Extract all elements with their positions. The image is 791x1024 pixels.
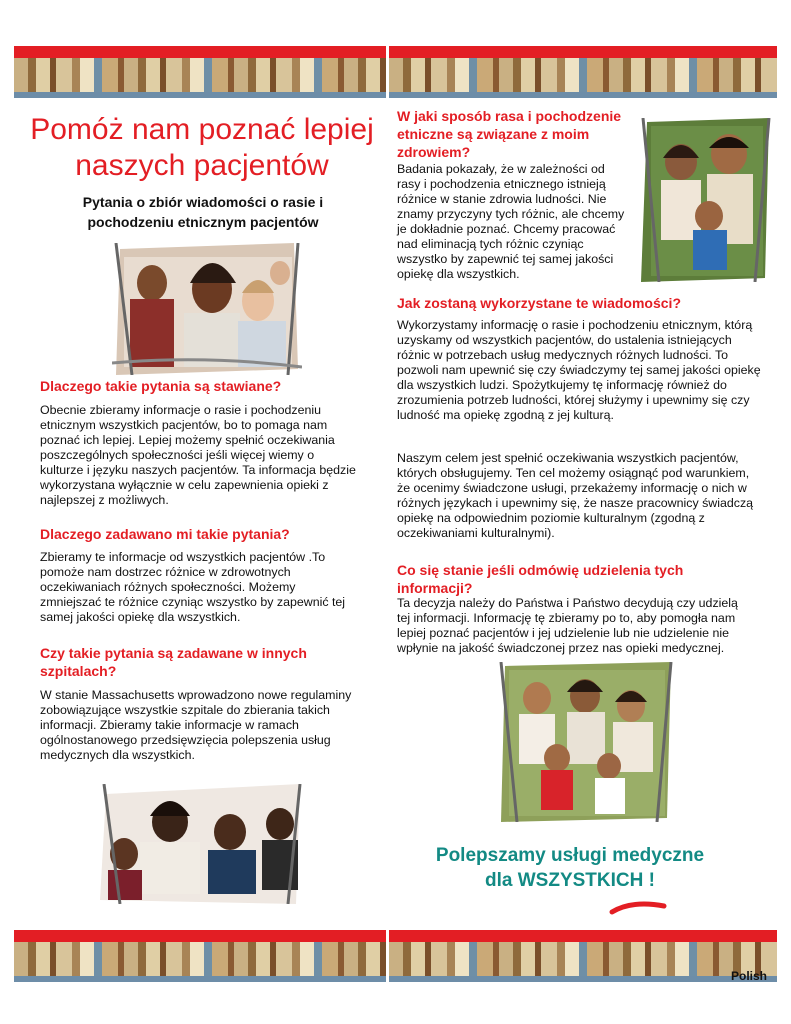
top-band-right: [389, 46, 777, 98]
bottom-band-left: [14, 930, 386, 982]
slogan: [410, 843, 730, 893]
section-body-why-me: Zbieramy te informacje od wszystkich pacjentów .To pomoże nam dostrzec różnice w zdrowotnych oczekiwaniach różnych społeczności. Możemy zmniejszać te różnice czyniąc wszystko by zapewnić tej samej jakości opiekę dla wszystkich.: [40, 550, 346, 624]
red-swoosh-decoration: [608, 898, 668, 918]
slogan-line-2: dla WSZYSTKICH !: [485, 870, 655, 891]
section-heading-why-asked: Dlaczego takie pytania są stawiane?: [40, 378, 282, 394]
section-heading-how-used: Jak zostaną wykorzystane te wiadomości?: [397, 295, 681, 311]
large-family-photo: [497, 662, 675, 822]
section-body-race-health: Badania pokazały, że w zależności od rasy i pochodzenia etnicznego istnieją różnice w stanie zdrowia ludności. Nie znamy przyczyny tych różnic, ale chcemy je dokładnie poznać. Chcemy pracować nad eliminacją tych różnic czyniąc wszystko by zapewnić tej samej jakości opiekę dla wszystkich.: [397, 162, 625, 281]
family-sofa-photo: [100, 784, 305, 904]
bottom-band-right: [389, 930, 777, 982]
page-subtitle: Pytania o zbiór wiadomości o rasie i pochodzeniu etnicznym pacjentów: [82, 194, 324, 230]
section-body-how-used-goal: Naszym celem jest spełnić oczekiwania wszystkich pacjentów, których obsługujemy. Ten cel możemy osiągnąć pod warunkiem, że ocenimy świadczone usługi, przekażemy informację o nich w różnych językach i upewnimy się, że nasze pracownicy świadczą opiekę na odpowiednim poziomie kulturalnym (zgodną z oczekiwaniami kulturalnymi).: [397, 451, 754, 540]
page-title: Pomóż nam poznać lepiej naszych pacjentów: [30, 113, 374, 182]
family-children-photo: [637, 118, 773, 282]
slogan-line-1: Polepszamy usługi medyczne: [435, 845, 705, 866]
section-heading-race-health: W jaki sposób rasa i pochodzenie etniczne są związane z moim zdrowiem?: [397, 108, 622, 160]
section-body-other-hospitals: W stanie Massachusetts wprowadzono nowe regulaminy zobowiązujące wszystkie szpitale do zbierania takich informacji. Zbieramy takie informacje w ramach ogólnostanowego przedsięwzięcia polepszenia usług medycznych dla wszystkich.: [40, 688, 352, 762]
section-body-refuse: Ta decyzja należy do Państwa i Państwo decydują czy udzielą tej informacji. Informację tę zbieramy po to, aby pomogła nam lepiej poznać pacjentów i jej udzielenie lub nie udzielenie nie wpłynie na jakość świadczonej przez nas opieki medycznej.: [397, 596, 738, 655]
group-adults-photo: [112, 243, 302, 375]
section-body-how-used: Wykorzystamy informację o rasie i pochodzeniu etnicznym, którą uzyskamy od wszystkich pacjentów, do ustalenia istniejących różnic w potrzebach usług medycznych różnych ludności. To pozwoli nam upewnić się czy świadczymy tej samej jakości opiekę dla wszystkich ludzi. Spożytkujemy tę informację również do zrozumienia potrzeb ludności, której służymy i upewnimy się czy ludność ma opiekę zgodną z jej kulturą.: [397, 318, 761, 422]
section-body-why-asked: Obecnie zbieramy informacje o rasie i pochodzeniu etnicznym wszystkich pacjentów, bo to pomaga nam poznać ich lepiej. Lepiej możemy spełnić oczekiwania poszczególnych społeczności jeśli więcej wiemy o kulturze i języku naszych pacjentów. Ta informacja będzie wykorzystana wyłącznie w celu zapewnienia opieki z najlepszej z możliwych.: [40, 403, 356, 507]
section-heading-why-me: Dlaczego zadawano mi takie pytania?: [40, 526, 290, 542]
section-heading-refuse: Co się stanie jeśli odmówię udzielenia tych informacji?: [397, 562, 684, 596]
top-band-left: [14, 46, 386, 98]
language-label: Polish: [730, 969, 767, 983]
section-heading-other-hospitals: Czy takie pytania są zadawane w innych szpitalach?: [40, 645, 307, 679]
